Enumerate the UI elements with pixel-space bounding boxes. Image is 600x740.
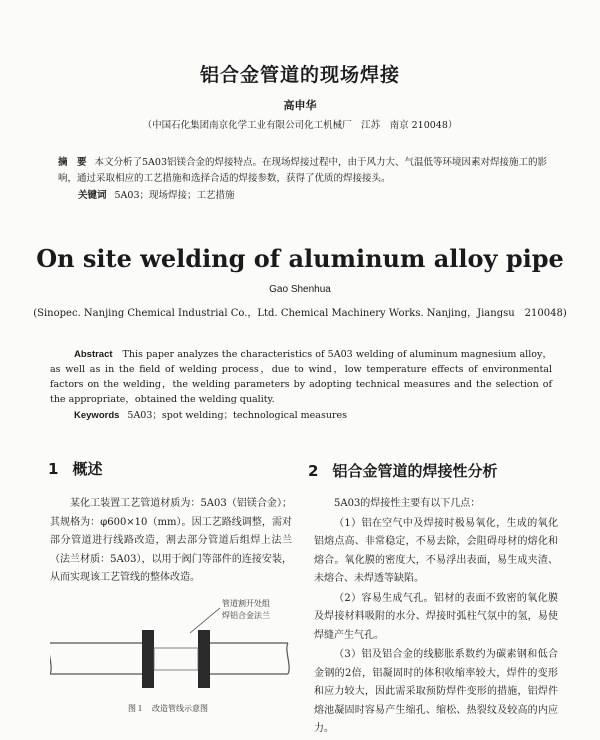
pipe-left-break — [50, 643, 51, 674]
figure-label-1: 管道割开处组 — [222, 599, 270, 608]
section-1-paragraph: 某化工装置工艺管道材质为：5A03（铝镁合金）；其规格为：φ600×10（mm）。因工艺路线调整，需对部分管道进行线路改造，割去部分管道后组焊上法兰（法兰材质：5A03），以用于阀门等部件的连接安装，从而实现该工艺管线的整体改造。 — [50, 498, 292, 583]
abstract-en — [50, 347, 552, 407]
flange-left — [142, 630, 154, 688]
pipe-diagram — [50, 588, 290, 700]
author-en: Gao Shenhua — [269, 284, 331, 295]
keywords-en-text: 5A03；spot welding；technological measures — [127, 410, 347, 421]
section-2-paragraph-4: （3）铝及铝合金的线膨胀系数约为碳素钢和低合金钢的2倍，铝凝固时的体积收缩率较大，焊件的变形和应力较大，因此需采取预防焊件变形的措施，铝焊件熔池凝固时容易产生缩孔、缩松、热裂纹及较高的内应力。 — [314, 649, 558, 734]
flange-gap — [154, 648, 198, 670]
keywords-cn — [78, 187, 235, 201]
paper-title-en: On site welding of aluminum alloy pipe — [36, 244, 564, 273]
figure-label-2: 焊铝合金法兰 — [222, 611, 270, 620]
section-2-number: 2 — [308, 462, 319, 480]
section-2-paragraph-3: （2）容易生成气孔。铝材的表面不致密的氧化膜及焊接材料吸附的水分、焊接时弧柱气氛中的氢，易使焊缝产生气孔。 — [314, 592, 558, 641]
section-1-body — [50, 495, 292, 588]
section-1-number: 1 — [48, 460, 59, 478]
keywords-cn-label: 关键词 — [78, 190, 107, 201]
section-1-title: 概述 — [72, 460, 103, 478]
keywords-cn-text: 5A03；现场焊接；工艺措施 — [114, 190, 235, 201]
section-2-body — [314, 495, 558, 740]
flange-right — [198, 630, 210, 688]
section-2-paragraph-1: 5A03的焊接性主要有以下几点： — [334, 498, 481, 509]
abstract-en-label: Abstract — [74, 349, 113, 360]
abstract-cn-label: 摘 要 — [58, 157, 87, 168]
section-2-paragraph-2: （1）铝在空气中及焊接时极易氧化，生成的氧化铝熔点高、非常稳定，不易去除，会阻碍母材的熔化和熔合。氧化膜的密度大，不易浮出表面，易生成夹渣、未熔合、未焊透等缺陷。 — [314, 517, 558, 584]
leader-line — [190, 608, 220, 633]
figure-caption: 图１ 改造管线示意图 — [128, 704, 208, 713]
paper-title-cn: 铝合金管道的现场焊接 — [199, 64, 400, 86]
keywords-en-label: Keywords — [74, 410, 120, 421]
section-1-heading — [48, 458, 102, 479]
author-cn: 高申华 — [283, 99, 317, 112]
section-2-heading — [308, 460, 497, 481]
section-2-title: 铝合金管道的焊接性分析 — [332, 462, 498, 480]
abstract-cn-text: 本文分析了5A03铝镁合金的焊接特点。在现场焊接过程中，由于风力大、气温低等环境因素对焊接施工的影响，通过采取相应的工艺措施和选择合适的焊接参数，获得了优质的焊接接头。 — [58, 157, 548, 184]
pipe-right-break — [287, 643, 289, 674]
keywords-en — [74, 407, 347, 421]
abstract-cn — [58, 155, 556, 187]
affiliation-en: (Sinopec. Nanjing Chemical Industrial Co.，Ltd. Chemical Machinery Works. Nanjing，Jiangsu 210048) — [33, 308, 567, 319]
abstract-en-text: This paper analyzes the characteristics of 5A03 welding of aluminum magnesium alloy，as well as in the field of welding process，due to wind，low temperature effects of environmental factors on the welding，the welding parameters by adopting technical measures and the selection of the appropriate，obtained the welding quality. — [50, 349, 552, 405]
affiliation-cn: （中国石化集团南京化学工业有限公司化工机械厂 江苏 南京 210048） — [142, 120, 458, 131]
